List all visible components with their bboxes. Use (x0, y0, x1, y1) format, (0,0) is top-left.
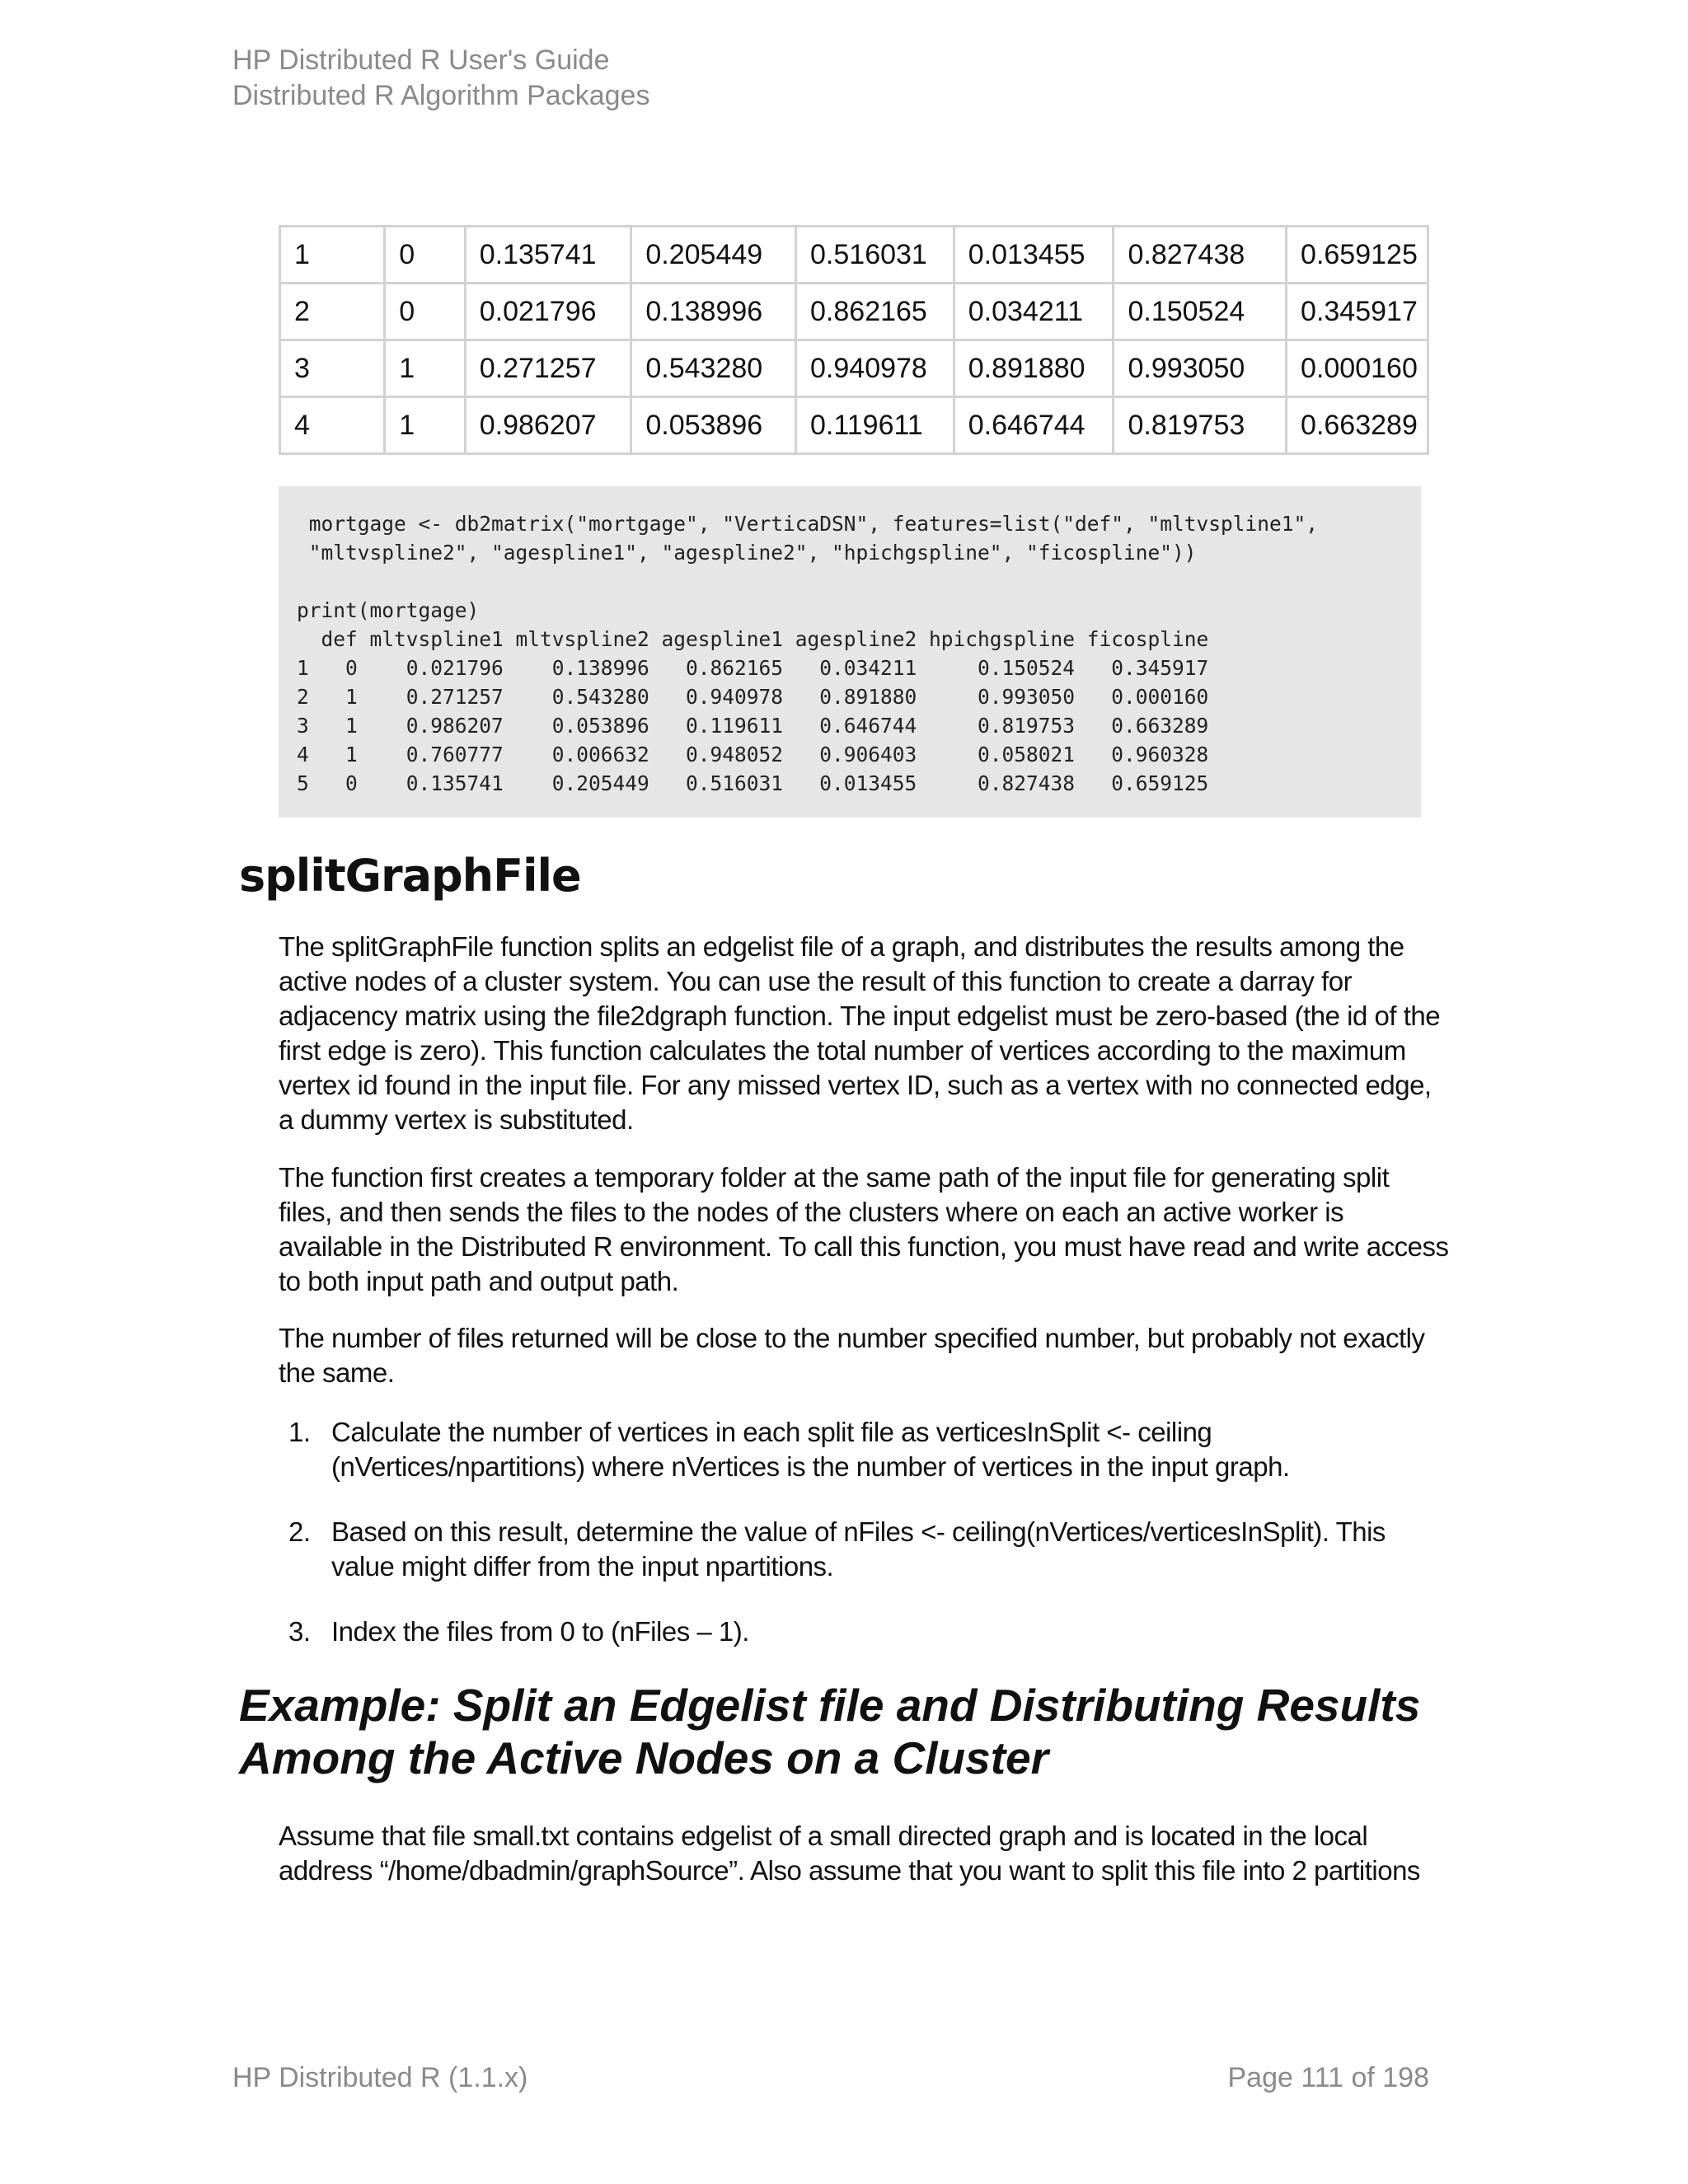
table-cell: 0.135741 (465, 227, 631, 284)
table-cell: 0.940978 (796, 340, 954, 397)
table-cell: 4 (280, 397, 385, 454)
table-cell: 1 (385, 340, 465, 397)
table-cell: 0.891880 (954, 340, 1114, 397)
list-item (279, 1615, 1449, 1649)
table-cell: 0.663289 (1287, 397, 1428, 454)
table-cell: 0.345917 (1287, 284, 1428, 340)
list-item (279, 1415, 1449, 1484)
table-row (280, 227, 1428, 284)
running-header (232, 43, 649, 114)
table-cell: 0.053896 (631, 397, 796, 454)
list-number: 3. (288, 1616, 311, 1647)
header-chapter-title: Distributed R Algorithm Packages (232, 80, 650, 111)
table-cell: 0.271257 (465, 340, 631, 397)
paragraph-process: The function first creates a temporary folder at the same path of the input file for generating split files, and then sends the files to the nodes of the clusters where on each an active worker is available in the Distributed R environment. To call this function, you must have read and write access to both input path and output path. (279, 1162, 1449, 1296)
list-item (279, 1515, 1449, 1584)
list-item-text: Calculate the number of vertices in each split file as verticesInSplit <- ceiling (nVertices/npartitions) where nVertices is the number of vertices in the input graph. (331, 1417, 1290, 1482)
table-cell: 0 (385, 284, 465, 340)
list-item-text: Based on this result, determine the value of nFiles <- ceiling(nVertices/verticesInSplit). This value might differ from the input npartitions. (331, 1516, 1386, 1582)
data-table (279, 225, 1429, 455)
table-cell: 0.993050 (1114, 340, 1287, 397)
table-cell: 0.013455 (954, 227, 1114, 284)
table-cell: 0.034211 (954, 284, 1114, 340)
table-cell: 0.819753 (1114, 397, 1287, 454)
table-cell: 1 (280, 227, 385, 284)
table-row (280, 284, 1428, 340)
list-number: 1. (288, 1417, 311, 1447)
table-cell: 0.119611 (796, 397, 954, 454)
footer-product: HP Distributed R (1.1.x) (232, 2062, 528, 2093)
header-guide-title: HP Distributed R User's Guide (232, 45, 610, 76)
table-cell: 0.205449 (631, 227, 796, 284)
table-cell: 0 (385, 227, 465, 284)
paragraph-example: Assume that file small.txt contains edgelist of a small directed graph and is located in the local address “/home/dbadmin/graphSource”. Also assume that you want to split this file into 2 partitions (279, 1821, 1420, 1886)
example-title: Example: Split an Edgelist file and Distributing Results Among the Active Nodes on a Cluster (239, 1680, 1421, 1783)
table-cell: 0.021796 (465, 284, 631, 340)
section-title: splitGraphFile (239, 850, 581, 902)
steps-list (279, 1415, 1449, 1680)
table-cell: 0.827438 (1114, 227, 1287, 284)
table-row (280, 397, 1428, 454)
table-cell: 0.000160 (1287, 340, 1428, 397)
table-cell: 0.646744 (954, 397, 1114, 454)
table-cell: 0.862165 (796, 284, 954, 340)
code-block (279, 486, 1421, 818)
table-cell: 0.543280 (631, 340, 796, 397)
table-cell: 0.138996 (631, 284, 796, 340)
code-text: mortgage <- db2matrix("mortgage", "VerticaDSN", features=list("def", "mltvspline1", "mltvspline2", "agespline1", "agespline2", "hpichgspline", "ficospline")) print(mortgage) def mltvspline1 mltvspline2 agespline1 agespline2 hpichgspline ficospline 1 0 0.021796 0.138996 0.862165 0.034211 0.150524 0.345917 2 1 0.271257 0.543280 0.940978 0.891880 0.993050 0.000160 3 1 0.986207 0.053896 0.119611 0.646744 0.819753 0.663289 4 1 0.760777 0.006632 0.948052 0.906403 0.058021 0.960328 5 0 0.135741 0.205449 0.516031 0.013455 0.827438 0.659125 (297, 512, 1319, 795)
table-row (280, 340, 1428, 397)
list-item-text: Index the files from 0 to (nFiles – 1). (331, 1616, 749, 1647)
table-cell: 0.659125 (1287, 227, 1428, 284)
table-cell: 2 (280, 284, 385, 340)
paragraph-description: The splitGraphFile function splits an edgelist file of a graph, and distributes the results among the active nodes of a cluster system. You can use the result of this function to create a darray for adjacency matrix using the file2dgraph function. The input edgelist must be zero-based (the id of the first edge is zero). This function calculates the total number of vertices according to the maximum vertex id found in the input file. For any missed vertex ID, such as a vertex with no connected edge, a dummy vertex is substituted. (279, 931, 1441, 1135)
footer-page-number: Page 111 of 198 (1227, 2062, 1429, 2093)
table-cell: 0.986207 (465, 397, 631, 454)
paragraph-file-count: The number of files returned will be close to the number specified number, but probably not exactly the same. (279, 1323, 1425, 1388)
table-cell: 3 (280, 340, 385, 397)
table-cell: 0.150524 (1114, 284, 1287, 340)
list-number: 2. (288, 1516, 311, 1547)
table-cell: 1 (385, 397, 465, 454)
table-cell: 0.516031 (796, 227, 954, 284)
